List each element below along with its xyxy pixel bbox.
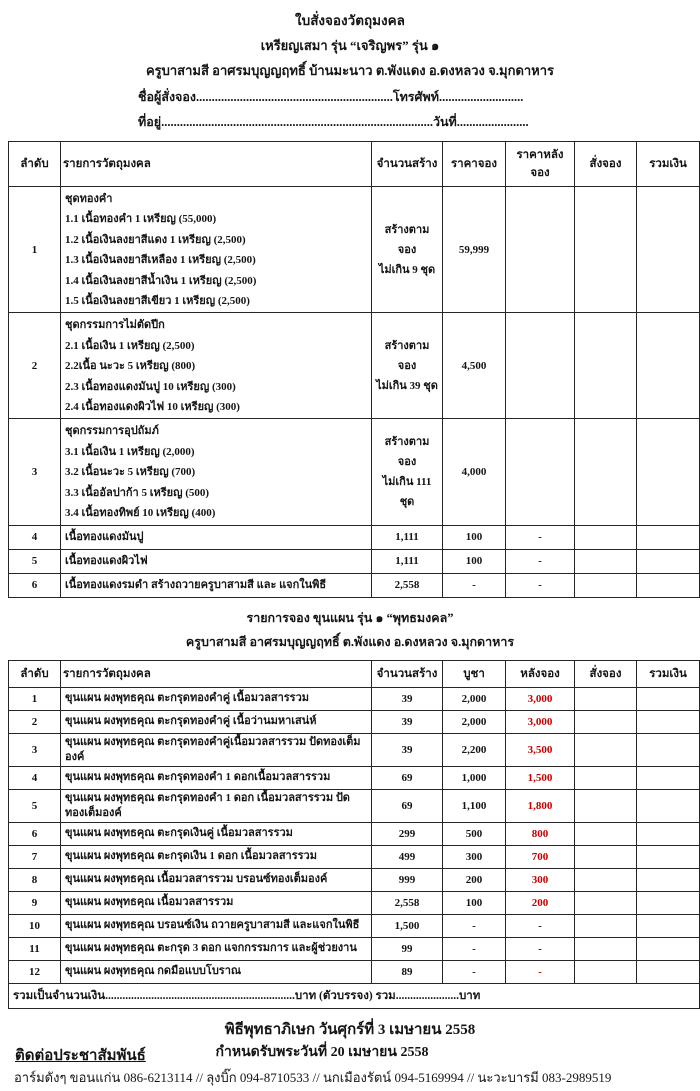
row-number — [9, 549, 61, 573]
table2-row-4 — [9, 766, 700, 789]
table2-row-11 — [9, 937, 700, 960]
table1-col-0 — [9, 142, 61, 187]
item-description — [61, 891, 372, 914]
cell-text: 2.1 เนื้อเงิน 1 เหรียญ (2,500) — [65, 339, 195, 352]
footer-section — [0, 1019, 700, 1091]
order-quantity-blank — [575, 868, 637, 891]
table1-col-6 — [637, 142, 700, 187]
item-description — [61, 710, 372, 733]
cell-text: 9 — [31, 896, 38, 909]
table1-row-4 — [9, 525, 700, 549]
quantity-made — [372, 891, 443, 914]
cell-text: 1,800 — [527, 799, 553, 812]
cell-text: ขุนแผน ผงพุทธคุณ ตะกรุดเงิน 1 ดอก เนื้อมวลสารรวม — [65, 850, 317, 862]
item-description — [61, 822, 372, 845]
cell-text: หลังจอง — [520, 667, 560, 680]
table1-col-5 — [575, 142, 637, 187]
khunphaen-order-table — [8, 660, 700, 1009]
after-booking-price — [506, 525, 575, 549]
item-description — [61, 733, 372, 766]
bucha-price — [443, 789, 506, 822]
table2-col-2 — [372, 660, 443, 687]
cell-text: 99 — [401, 942, 413, 955]
cell-text: 5 — [31, 555, 38, 567]
bucha-price — [443, 845, 506, 868]
quantity-made — [372, 822, 443, 845]
orderer-form-block — [138, 85, 562, 135]
cell-text: ไม่เกิน 111 ชุด — [382, 475, 432, 508]
cell-text: 499 — [398, 850, 416, 863]
quantity-made — [372, 960, 443, 983]
table2-row-2 — [9, 710, 700, 733]
table2-row-6 — [9, 822, 700, 845]
cell-text: 69 — [401, 799, 413, 812]
cell-text: 1,111 — [395, 531, 419, 543]
order-quantity-blank — [575, 313, 637, 419]
cell-text: 1,500 — [394, 919, 420, 932]
cell-text: 500 — [465, 827, 483, 840]
total-amount-blank — [637, 710, 700, 733]
total-amount-blank — [637, 822, 700, 845]
footer-second-line — [0, 1041, 700, 1065]
cell-text: 3.4 เนื้อทองทิพย์ 10 เหรียญ (400) — [65, 507, 216, 520]
item-description — [61, 789, 372, 822]
cell-text: 1.2 เนื้อเงินลงยาสีแดง 1 เหรียญ (2,500) — [65, 233, 246, 246]
table2-row-7 — [9, 845, 700, 868]
item-description — [61, 687, 372, 710]
order-quantity-blank — [575, 525, 637, 549]
after-booking-price — [506, 891, 575, 914]
cell-text: ขุนแผน ผงพุทธคุณ กดมือแบบโบราณ — [65, 965, 242, 977]
cell-text: 11 — [29, 942, 40, 955]
cell-text: ขุนแผน ผงพุทธคุณ ตะกรุดทองคำ 1 ดอกเนื้อมวลสารรวม — [65, 771, 331, 783]
cell-text: - — [538, 965, 542, 978]
item-description — [61, 845, 372, 868]
cell-text: 200 — [465, 873, 483, 886]
grand-total-line: รวมเป็นจำนวนเงิน..................................................................บาท (ตัวบรรจง) รวม......................บาท — [9, 983, 700, 1008]
cell-text: 3.2 เนื้อนะวะ 5 เหรียญ (700) — [65, 466, 196, 479]
after-booking-price — [506, 687, 575, 710]
bucha-price — [443, 891, 506, 914]
cell-text: 2,200 — [461, 743, 487, 756]
row-number — [9, 822, 61, 845]
cell-text: 300 — [531, 873, 549, 886]
cell-text: ลำดับ — [20, 667, 49, 680]
cell-text: 700 — [531, 850, 549, 863]
cell-text: - — [538, 555, 542, 567]
after-booking-price — [506, 845, 575, 868]
cell-text: เนื้อทองแดงรมดำ สร้างถวายครูบาสามสี และ แจกในพิธี — [65, 578, 327, 591]
cell-text: 299 — [398, 827, 416, 840]
table1-row-2 — [9, 313, 700, 419]
order-quantity-blank — [575, 573, 637, 597]
cell-text: ขุนแผน ผงพุทธคุณ ตะกรุดเงินคู่ เนื้อมวลสารรวม — [65, 827, 293, 839]
row-number — [9, 733, 61, 766]
quantity-made — [372, 868, 443, 891]
row-number — [9, 845, 61, 868]
cell-text: ขุนแผน ผงพุทธคุณ ตะกรุดทองคำ 1 ดอก เนื้อมวลสารรวม ปัดทองเต็มองค์ — [65, 791, 350, 819]
total-amount-blank — [637, 914, 700, 937]
cell-text: 1.4 เนื้อเงินลงยาสีน้ำเงิน 1 เหรียญ (2,500) — [65, 274, 257, 287]
order-quantity-blank — [575, 766, 637, 789]
cell-text: 200 — [531, 896, 549, 909]
total-amount-blank — [637, 845, 700, 868]
cell-text: จำนวนสร้าง — [376, 667, 438, 680]
cell-text: ชุดกรรมการอุปถัมภ์ — [65, 425, 159, 438]
item-description — [61, 937, 372, 960]
table2-row-10 — [9, 914, 700, 937]
bucha-price — [443, 960, 506, 983]
table2-col-1 — [61, 660, 372, 687]
bucha-price — [443, 687, 506, 710]
item-description — [61, 960, 372, 983]
cell-text: สร้างตามจอง — [384, 339, 430, 372]
table2-col-3 — [443, 660, 506, 687]
amulet-coin-order-table — [8, 141, 700, 598]
row-number — [9, 960, 61, 983]
cell-text: ขุนแผน ผงพุทธคุณ ตะกรุด 3 ดอก แจกกรรมการ และผู้ช่วยงาน — [65, 942, 357, 954]
table1-col-4 — [506, 142, 575, 187]
khunphaen-title: รายการจอง ขุนแผน รุ่น ๑ “พุทธมงคล” — [246, 610, 454, 625]
order-quantity-blank — [575, 419, 637, 525]
row-number — [9, 313, 61, 419]
quantity-made — [372, 845, 443, 868]
table2-col-0 — [9, 660, 61, 687]
quantity-made — [372, 687, 443, 710]
order-quantity-blank — [575, 822, 637, 845]
cell-text: - — [472, 579, 476, 591]
cell-text: 2,558 — [394, 579, 420, 591]
cell-text: 3 — [31, 743, 38, 756]
row-number — [9, 789, 61, 822]
table2-col-4 — [506, 660, 575, 687]
cell-text: 3 — [31, 465, 38, 478]
quantity-made — [372, 710, 443, 733]
cell-text: 1,000 — [461, 771, 487, 784]
quantity-made — [372, 914, 443, 937]
bucha-price — [443, 937, 506, 960]
table1-row-1 — [9, 187, 700, 313]
order-quantity-blank — [575, 687, 637, 710]
cell-text: รายการวัตถุมงคล — [63, 158, 151, 170]
order-quantity-blank — [575, 710, 637, 733]
cell-text: ราคาหลังจอง — [516, 149, 564, 179]
item-description — [61, 766, 372, 789]
item-description — [61, 419, 372, 525]
temple-address-line: ครูบาสามสี อาศรมบุญญฤทธิ์ บ้านมะนาว ต.พังแดง อ.ดงหลวง จ.มุกดาหาร — [145, 63, 555, 78]
cell-text: ไม่เกิน 9 ชุด — [378, 263, 436, 276]
cell-text: 59,999 — [458, 243, 490, 256]
cell-text: 3,500 — [527, 743, 553, 756]
cell-text: ขุนแผน ผงพุทธคุณ ตะกรุดทองคำคู่เนื้อมวลสารรวม ปัดทองเต็มองค์ — [65, 735, 361, 763]
item-description — [61, 573, 372, 597]
cell-text: สั่งจอง — [589, 667, 622, 680]
table1-row-6 — [9, 573, 700, 597]
cell-text: 4 — [31, 531, 38, 543]
bucha-price — [443, 822, 506, 845]
after-booking-price — [506, 937, 575, 960]
orderer-name-phone-line: ชื่อผู้สั่งจอง...............................................................โทรศัพท์........................... — [138, 90, 524, 104]
contact-phone-list: อาร์มดังๆ ขอนแก่น 086-6213114 // ลุงบิ๊ก 094-8710533 // นกเมืองรัตน์ 094-5169994 // นะวะบารมี 083-2989519 — [14, 1069, 612, 1085]
cell-text: 4,000 — [461, 465, 487, 478]
after-booking-price — [506, 573, 575, 597]
total-amount-blank — [637, 573, 700, 597]
cell-text: บูชา — [463, 667, 485, 680]
row-number — [9, 573, 61, 597]
cell-text: 2 — [31, 715, 38, 728]
cell-text: ราคาจอง — [450, 158, 498, 170]
cell-text: - — [538, 531, 542, 543]
cell-text: รวมเงิน — [649, 667, 687, 680]
booking-price — [443, 573, 506, 597]
table2-row-1 — [9, 687, 700, 710]
quantity-made — [372, 789, 443, 822]
cell-text: ไม่เกิน 39 ชุด — [376, 379, 438, 392]
cell-text: จำนวนสร้าง — [376, 158, 438, 170]
cell-text: 39 — [401, 715, 413, 728]
quantity-made — [372, 937, 443, 960]
bucha-price — [443, 710, 506, 733]
cell-text: 2.2เนื้อ นะวะ 5 เหรียญ (800) — [65, 360, 196, 373]
cell-text: ขุนแผน ผงพุทธคุณ เนื้อมวลสารรวม บรอนซ์ทองเต็มองค์ — [65, 873, 328, 885]
after-booking-price — [506, 766, 575, 789]
bucha-price — [443, 914, 506, 937]
total-amount-blank — [637, 549, 700, 573]
ceremony-date-line: พิธีพุทธาภิเษก วันศุกร์ที่ 3 เมษายน 2558 — [224, 1021, 476, 1038]
cell-text: 3,000 — [527, 692, 553, 705]
total-amount-blank — [637, 687, 700, 710]
cell-text: 1 — [31, 692, 38, 705]
table2-row-12 — [9, 960, 700, 983]
after-booking-price — [506, 789, 575, 822]
table2-row-8 — [9, 868, 700, 891]
quantity-made — [372, 419, 443, 525]
order-quantity-blank — [575, 960, 637, 983]
after-booking-price — [506, 710, 575, 733]
quantity-made — [372, 733, 443, 766]
item-description — [61, 549, 372, 573]
cell-text: 3.3 เนื้ออัลปาก้า 5 เหรียญ (500) — [65, 486, 210, 499]
quantity-made — [372, 525, 443, 549]
cell-text: 3,000 — [527, 715, 553, 728]
cell-text: ขุนแผน ผงพุทธคุณ บรอนซ์เงิน ถวายครูบาสามสี และแจกในพิธี — [65, 919, 360, 931]
cell-text: เนื้อทองแดงมันปู — [65, 530, 144, 543]
total-amount-blank — [637, 419, 700, 525]
cell-text: 4,500 — [461, 359, 487, 372]
cell-text: 5 — [31, 799, 38, 812]
cell-text: 2.3 เนื้อทองแดงมันปู 10 เหรียญ (300) — [65, 380, 236, 393]
bucha-price — [443, 868, 506, 891]
total-amount-blank — [637, 187, 700, 313]
table2-row-5 — [9, 789, 700, 822]
total-amount-blank — [637, 868, 700, 891]
order-quantity-blank — [575, 937, 637, 960]
cell-text: 1.5 เนื้อเงินลงยาสีเขียว 1 เหรียญ (2,500) — [65, 295, 250, 308]
cell-text: 6 — [31, 579, 38, 591]
quantity-made — [372, 187, 443, 313]
table1-col-3 — [443, 142, 506, 187]
quantity-made — [372, 573, 443, 597]
cell-text: - — [538, 579, 542, 591]
after-booking-price — [506, 914, 575, 937]
cell-text: 12 — [29, 965, 40, 978]
total-amount-blank — [637, 313, 700, 419]
table1-header — [9, 142, 700, 187]
receive-date-line: กำหนดรับพระวันที่ 20 เมษายน 2558 — [215, 1044, 429, 1060]
after-booking-price — [506, 822, 575, 845]
cell-text: รายการวัตถุมงคล — [63, 667, 151, 680]
after-booking-price — [506, 549, 575, 573]
cell-text: 1,500 — [527, 771, 553, 784]
order-quantity-blank — [575, 845, 637, 868]
cell-text: 39 — [401, 692, 413, 705]
cell-text: 2,000 — [461, 715, 487, 728]
item-description — [61, 914, 372, 937]
bucha-price — [443, 766, 506, 789]
quantity-made — [372, 766, 443, 789]
cell-text: 100 — [465, 531, 483, 543]
cell-text: - — [538, 919, 542, 932]
booking-price — [443, 419, 506, 525]
booking-price — [443, 187, 506, 313]
bucha-price — [443, 733, 506, 766]
cell-text: 2,558 — [394, 896, 420, 909]
cell-text: 1.3 เนื้อเงินลงยาสีเหลือง 1 เหรียญ (2,500) — [65, 254, 256, 267]
cell-text: ขุนแผน ผงพุทธคุณ ตะกรุดทองคำคู่ เนื้อมวลสารรวม — [65, 692, 310, 704]
cell-text: 1.1 เนื้อทองคำ 1 เหรียญ (55,000) — [65, 213, 217, 226]
total-amount-blank — [637, 525, 700, 549]
row-number — [9, 187, 61, 313]
cell-text: 6 — [31, 827, 38, 840]
total-amount-blank — [637, 766, 700, 789]
after-booking-price — [506, 313, 575, 419]
after-booking-price — [506, 187, 575, 313]
table2-col-5 — [575, 660, 637, 687]
cell-text: 800 — [531, 827, 549, 840]
row-number — [9, 868, 61, 891]
khunphaen-temple-line: ครูบาสามสี อาศรมบุญญฤทธิ์ ต.พังแดง อ.ดงหลวง จ.มุกดาหาร — [185, 634, 515, 649]
cell-text: 2.4 เนื้อทองแดงผิวไฟ 10 เหรียญ (300) — [65, 401, 240, 414]
booking-price — [443, 549, 506, 573]
table1-col-1 — [61, 142, 372, 187]
order-quantity-blank — [575, 549, 637, 573]
cell-text: 100 — [465, 896, 483, 909]
total-amount-blank — [637, 789, 700, 822]
row-number — [9, 525, 61, 549]
cell-text: 1,100 — [461, 799, 487, 812]
contact-heading: ติดต่อประชาสัมพันธ์ — [15, 1047, 146, 1064]
cell-text: 1 — [31, 243, 38, 256]
after-booking-price — [506, 868, 575, 891]
cell-text: สร้างตามจอง — [384, 435, 430, 468]
order-quantity-blank — [575, 914, 637, 937]
item-description — [61, 313, 372, 419]
cell-text: 8 — [31, 873, 38, 886]
order-quantity-blank — [575, 891, 637, 914]
quantity-made — [372, 313, 443, 419]
cell-text: 7 — [31, 850, 38, 863]
item-description — [61, 868, 372, 891]
khunphaen-section-heading — [0, 606, 700, 654]
table2-header — [9, 660, 700, 687]
total-amount-blank — [637, 937, 700, 960]
table2-row-9 — [9, 891, 700, 914]
cell-text: 2 — [31, 359, 38, 372]
row-number — [9, 937, 61, 960]
orderer-address-date-line: ที่อยู่.......................................................................................วันที่....................... — [138, 115, 529, 129]
cell-text: 69 — [401, 771, 413, 784]
table2-row-3 — [9, 733, 700, 766]
cell-text: ชุดทองคำ — [65, 193, 113, 205]
cell-text: 10 — [29, 919, 40, 932]
cell-text: 300 — [465, 850, 483, 863]
after-booking-price — [506, 419, 575, 525]
cell-text: สั่งจอง — [589, 158, 622, 170]
order-quantity-blank — [575, 733, 637, 766]
cell-text: 39 — [401, 743, 413, 756]
cell-text: ขุนแผน ผงพุทธคุณ ตะกรุดทองคำคู่ เนื้อว่านมหาเสน่ห์ — [65, 715, 317, 727]
cell-text: สร้างตามจอง — [384, 223, 430, 256]
cell-text: 999 — [398, 873, 416, 886]
row-number — [9, 766, 61, 789]
cell-text: ลำดับ — [20, 158, 49, 170]
cell-text: 3.1 เนื้อเงิน 1 เหรียญ (2,000) — [65, 445, 195, 458]
cell-text: 100 — [465, 555, 483, 567]
total-amount-blank — [637, 960, 700, 983]
page-title: ใบสั่งจองวัตถุมงคล — [295, 13, 405, 28]
row-number — [9, 419, 61, 525]
booking-price — [443, 525, 506, 549]
cell-text: - — [538, 942, 542, 955]
table1-row-3 — [9, 419, 700, 525]
total-amount-blank — [637, 733, 700, 766]
table2-total-row — [9, 983, 700, 1008]
cell-text: รวมเงิน — [649, 158, 687, 170]
item-description — [61, 525, 372, 549]
table2-col-6 — [637, 660, 700, 687]
after-booking-price — [506, 733, 575, 766]
cell-text: - — [472, 942, 476, 955]
after-booking-price — [506, 960, 575, 983]
row-number — [9, 687, 61, 710]
row-number — [9, 914, 61, 937]
order-quantity-blank — [575, 187, 637, 313]
cell-text: - — [472, 919, 476, 932]
row-number — [9, 891, 61, 914]
quantity-made — [372, 549, 443, 573]
cell-text: 4 — [31, 771, 38, 784]
document-header — [0, 0, 700, 135]
booking-price — [443, 313, 506, 419]
table1-col-2 — [372, 142, 443, 187]
order-quantity-blank — [575, 789, 637, 822]
total-amount-blank — [637, 891, 700, 914]
cell-text: ชุดกรรมการไม่ตัดปีก — [65, 319, 165, 332]
item-description — [61, 187, 372, 313]
cell-text: ขุนแผน ผงพุทธคุณ เนื้อมวลสารรวม — [65, 896, 234, 908]
cell-text: 2,000 — [461, 692, 487, 705]
cell-text: 1,111 — [395, 555, 419, 567]
edition-subtitle: เหรียญเสมา รุ่น “เจริญพร” รุ่น ๑ — [260, 38, 440, 53]
row-number — [9, 710, 61, 733]
cell-text: เนื้อทองแดงผิวไฟ — [65, 554, 148, 567]
cell-text: - — [472, 965, 476, 978]
cell-text: 89 — [401, 965, 413, 978]
table1-row-5 — [9, 549, 700, 573]
